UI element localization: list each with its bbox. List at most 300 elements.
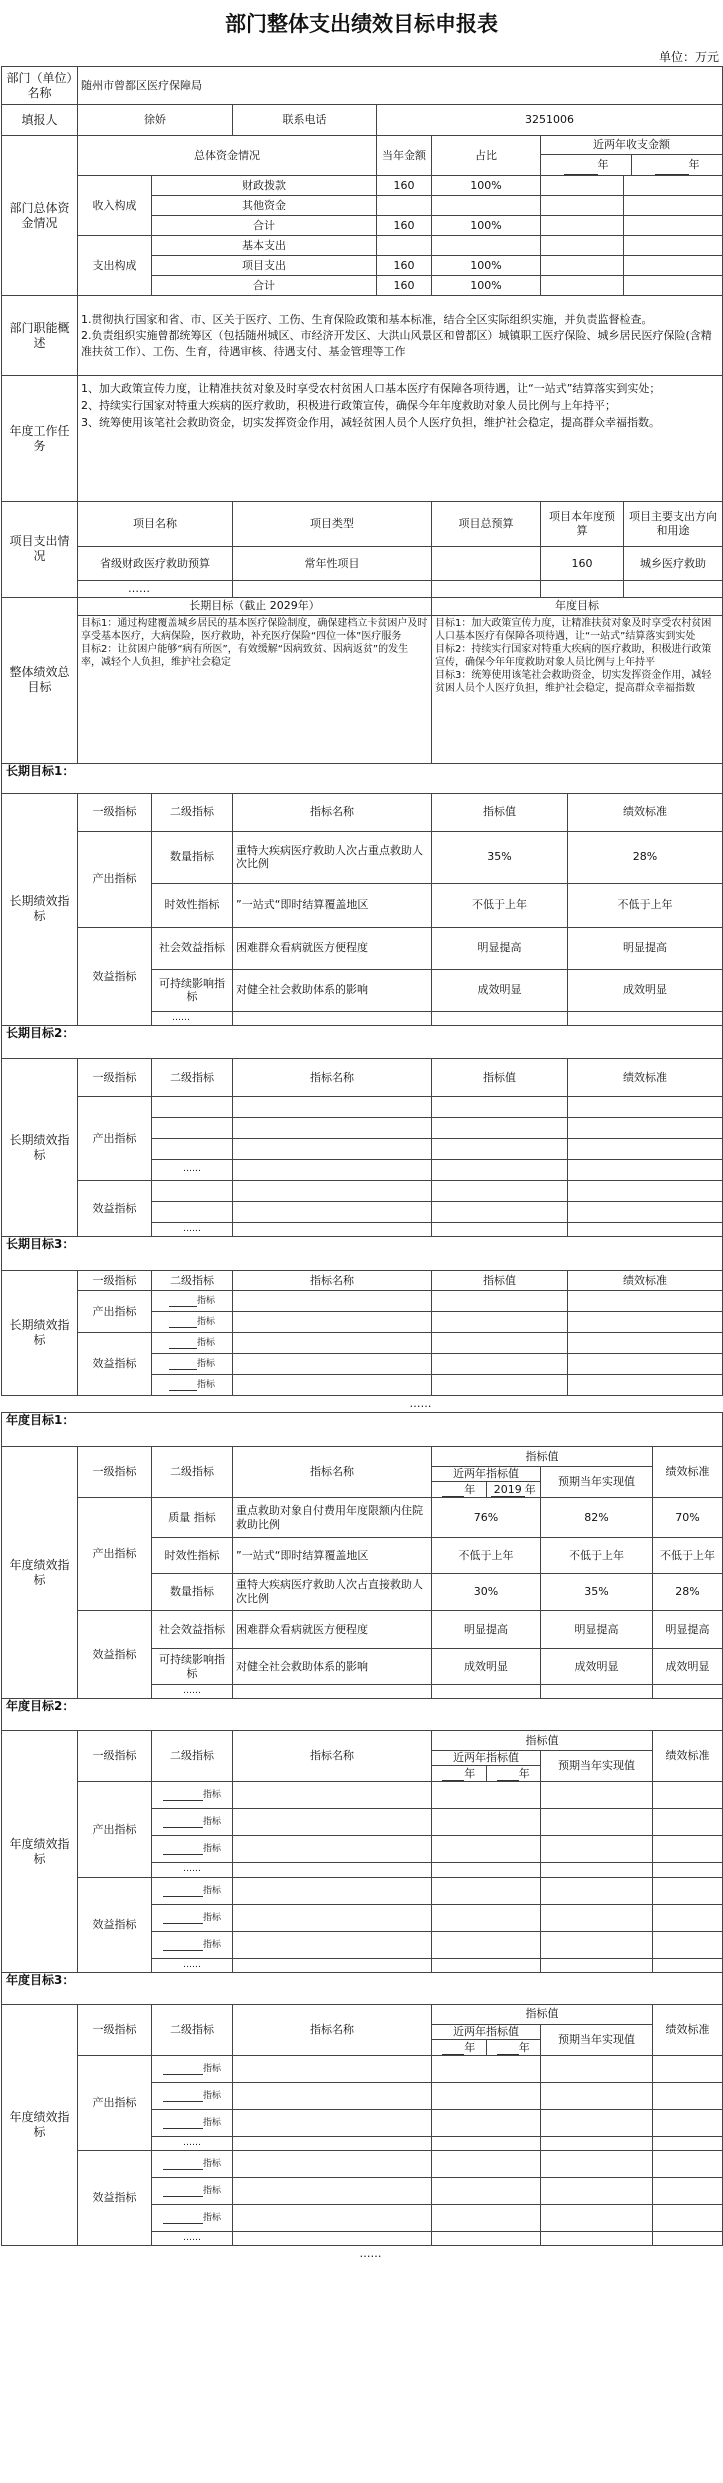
blank-indicator: 指标 <box>152 1904 233 1931</box>
head-name: 指标名称 <box>233 2004 432 2055</box>
funds-row-ratio <box>432 196 541 216</box>
year1-expect: 明显提高 <box>541 1611 653 1649</box>
blank-indicator: 指标 <box>152 1836 233 1863</box>
long-goal-2-title: 长期目标2： <box>2 1026 723 1059</box>
recent-title: 近两年收支金额 <box>541 136 722 155</box>
funds-row-ratio: 100% <box>432 276 541 296</box>
table-cell <box>432 1333 568 1354</box>
table-cell <box>432 581 541 598</box>
head-value: 指标值 <box>432 1059 568 1097</box>
table-cell <box>541 581 624 598</box>
table-cell <box>152 1139 233 1160</box>
table-cell <box>233 1782 432 1809</box>
year1-expect: 35% <box>541 1574 653 1611</box>
table-cell <box>541 2232 653 2246</box>
long1-l2: 数量指标 <box>152 831 233 883</box>
table-cell <box>541 1931 653 1958</box>
long1-std: 成效明显 <box>568 969 723 1011</box>
table-cell <box>568 1291 723 1312</box>
proj-more: …… <box>78 581 233 598</box>
table-cell <box>541 2178 653 2205</box>
table-cell <box>541 1958 653 1972</box>
dept-value: 随州市曾都区医疗保障局 <box>78 67 723 105</box>
table-cell <box>432 1312 568 1333</box>
phone-value: 3251006 <box>377 105 723 136</box>
proj-current: 160 <box>541 547 624 581</box>
funds-row-year2 <box>624 256 723 276</box>
table-cell <box>568 1202 723 1223</box>
table-cell <box>541 2136 653 2150</box>
head-l1: 一级指标 <box>78 1059 152 1097</box>
head-recent <box>432 2024 541 2055</box>
funds-row-ratio: 100% <box>432 216 541 236</box>
year1-l2: 时效性指标 <box>152 1538 233 1574</box>
table-cell <box>624 581 723 598</box>
output-label: 产出指标 <box>78 831 152 927</box>
head-value: 指标值 <box>432 1271 568 1291</box>
year1-recent: 不低于上年 <box>432 1538 541 1574</box>
expense-label: 支出构成 <box>78 236 152 296</box>
table-cell <box>653 2232 723 2246</box>
proj-head-current: 项目本年度预算 <box>541 502 624 547</box>
effect-label: 效益指标 <box>78 1333 152 1396</box>
head-recent <box>432 1467 541 1498</box>
year-goal-2-perf-label: 年度绩效指标 <box>2 1731 78 1973</box>
head-expect: 预期当年实现值 <box>541 1467 653 1498</box>
table-cell <box>653 1958 723 1972</box>
table-cell <box>233 1202 432 1223</box>
funds-row-amount <box>377 236 432 256</box>
long-head: 长期目标（截止 2029年） <box>78 597 432 615</box>
funds-section-label: 部门总体资金情况 <box>2 136 78 296</box>
year1-std: 成效明显 <box>653 1649 723 1685</box>
funds-row-year1 <box>541 256 624 276</box>
table-cell <box>541 2055 653 2082</box>
table-cell <box>233 1375 432 1396</box>
blank-indicator: 指标 <box>152 1931 233 1958</box>
table-cell <box>233 2136 432 2150</box>
output-label: 产出指标 <box>78 1097 152 1181</box>
long1-name: 困难群众看病就医方便程度 <box>233 927 432 969</box>
long1-l2: 社会效益指标 <box>152 927 233 969</box>
funds-row-label: 合计 <box>152 276 377 296</box>
table-cell <box>432 1181 568 1202</box>
blank-indicator: 指标 <box>152 1312 233 1333</box>
table-cell <box>653 2205 723 2232</box>
blank-indicator: 指标 <box>152 1877 233 1904</box>
table-cell <box>568 1011 723 1025</box>
blank-dots: …… <box>152 1863 233 1877</box>
year-goal-1-title: 年度目标1： <box>2 1413 723 1447</box>
table-cell <box>432 2136 541 2150</box>
table-cell <box>432 1904 541 1931</box>
head-name: 指标名称 <box>233 1731 432 1782</box>
funds-row-label: 其他资金 <box>152 196 377 216</box>
year1-name: 重点救助对象自付费用年度限额内住院救助比例 <box>233 1498 432 1538</box>
table-cell: …… <box>152 1223 233 1237</box>
recent-year-2: 年 <box>632 155 722 175</box>
funds-row-amount <box>377 196 432 216</box>
long3-perf-label: 长期绩效指标 <box>2 1271 78 1396</box>
table-cell <box>653 1904 723 1931</box>
head-l2: 二级指标 <box>152 1271 233 1291</box>
table-cell <box>568 1118 723 1139</box>
table-cell <box>432 2232 541 2246</box>
recent-year-a: 年 <box>432 1482 487 1497</box>
table-cell <box>541 1782 653 1809</box>
head-name: 指标名称 <box>233 793 432 831</box>
funds-row-year1 <box>541 216 624 236</box>
table-cell <box>233 2109 432 2136</box>
funds-row-label: 合计 <box>152 216 377 236</box>
head-standard: 绩效标准 <box>568 793 723 831</box>
blank-indicator: 指标 <box>152 1375 233 1396</box>
table-cell <box>233 2205 432 2232</box>
table-cell <box>568 1312 723 1333</box>
year1-recent: 成效明显 <box>432 1649 541 1685</box>
head-value: 指标值 <box>432 2004 653 2024</box>
table-cell <box>653 1809 723 1836</box>
proj-name: 省级财政医疗救助预算 <box>78 547 233 581</box>
year1-recent: 76% <box>432 1498 541 1538</box>
table-cell <box>653 1685 723 1699</box>
table-cell <box>653 2109 723 2136</box>
head-l2: 二级指标 <box>152 1447 233 1498</box>
blank-dots: …… <box>152 2136 233 2150</box>
table-cell <box>568 1160 723 1181</box>
funds-row-year1 <box>541 236 624 256</box>
table-cell <box>233 581 432 598</box>
funds-row-amount: 160 <box>377 256 432 276</box>
table-cell <box>432 1118 568 1139</box>
head-standard: 绩效标准 <box>653 1447 723 1498</box>
head-standard: 绩效标准 <box>568 1059 723 1097</box>
table-cell <box>432 1836 541 1863</box>
table-cell <box>432 2082 541 2109</box>
head-standard: 绩效标准 <box>653 1731 723 1782</box>
table-cell <box>541 2151 653 2178</box>
funds-row-year2 <box>624 196 723 216</box>
head-l2: 二级指标 <box>152 2004 233 2055</box>
proj-head-name: 项目名称 <box>78 502 233 547</box>
blank-indicator: 指标 <box>152 2109 233 2136</box>
table-cell <box>568 1223 723 1237</box>
table-cell <box>653 1877 723 1904</box>
head-l1: 一级指标 <box>78 1447 152 1498</box>
report-table <box>1 66 723 2262</box>
blank-dots: …… <box>152 2232 233 2246</box>
long1-l2: 时效性指标 <box>152 883 233 927</box>
table-cell <box>432 1354 568 1375</box>
table-cell <box>233 1160 432 1181</box>
funds-row-amount: 160 <box>377 176 432 196</box>
blank-indicator: 指标 <box>152 1354 233 1375</box>
head-l1: 一级指标 <box>78 793 152 831</box>
blank-indicator: 指标 <box>152 2205 233 2232</box>
year1-dots: …… <box>152 1685 233 1699</box>
year1-std: 28% <box>653 1574 723 1611</box>
proj-use: 城乡医疗救助 <box>624 547 723 581</box>
funds-row-amount: 160 <box>377 216 432 236</box>
table-cell <box>233 1333 432 1354</box>
recent-label: 近两年指标值 <box>432 1467 540 1482</box>
head-l1: 一级指标 <box>78 1731 152 1782</box>
effect-label: 效益指标 <box>78 1877 152 1972</box>
final-dots: …… <box>359 2247 382 2261</box>
head-l2: 二级指标 <box>152 1059 233 1097</box>
year1-expect: 不低于上年 <box>541 1538 653 1574</box>
head-expect: 预期当年实现值 <box>541 2024 653 2055</box>
long1-l2: 可持续影响指标 <box>152 969 233 1011</box>
blank-indicator: 指标 <box>152 1782 233 1809</box>
table-cell: …… <box>152 1160 233 1181</box>
table-cell <box>432 1931 541 1958</box>
table-cell <box>653 1863 723 1877</box>
table-cell <box>541 2205 653 2232</box>
funds-head-ratio: 占比 <box>432 136 541 176</box>
head-name: 指标名称 <box>233 1059 432 1097</box>
page-title: 部门整体支出绩效目标申报表 <box>225 12 498 36</box>
table-cell <box>152 1097 233 1118</box>
funds-row-year2 <box>624 236 723 256</box>
long1-value: 35% <box>432 831 568 883</box>
recent-year-a: 年 <box>432 1766 487 1781</box>
year1-name: ”一站式“即时结算覆盖地区 <box>233 1538 432 1574</box>
proj-head-type: 项目类型 <box>233 502 432 547</box>
table-cell <box>233 1118 432 1139</box>
table-cell <box>233 1685 432 1699</box>
table-cell <box>541 2082 653 2109</box>
table-cell <box>432 1685 541 1699</box>
table-cell <box>653 2151 723 2178</box>
table-cell <box>568 1139 723 1160</box>
recent-year-b: 年 <box>487 1766 541 1781</box>
proj-total <box>432 547 541 581</box>
table-cell <box>432 1877 541 1904</box>
blank-indicator: 指标 <box>152 1809 233 1836</box>
table-cell <box>152 1202 233 1223</box>
long1-value: 成效明显 <box>432 969 568 1011</box>
table-cell <box>233 1291 432 1312</box>
table-cell <box>541 1836 653 1863</box>
table-cell <box>432 1202 568 1223</box>
table-cell <box>541 1809 653 1836</box>
table-cell <box>653 2082 723 2109</box>
blank-indicator: 指标 <box>152 1291 233 1312</box>
funds-row-ratio: 100% <box>432 176 541 196</box>
year1-std: 明显提高 <box>653 1611 723 1649</box>
table-cell <box>541 1685 653 1699</box>
table-cell <box>233 1181 432 1202</box>
table-cell <box>432 2151 541 2178</box>
filler-name: 徐娇 <box>78 105 233 136</box>
recent-year-b: 年 <box>487 2040 541 2055</box>
table-cell <box>432 1809 541 1836</box>
blank-indicator: 指标 <box>152 2082 233 2109</box>
recent-year-b: 2019 年 <box>487 1482 541 1497</box>
year1-l2: 可持续影响指标 <box>152 1649 233 1685</box>
table-cell <box>233 1097 432 1118</box>
phone-label: 联系电话 <box>233 105 377 136</box>
table-cell <box>541 2109 653 2136</box>
table-cell <box>432 1097 568 1118</box>
table-cell <box>653 2136 723 2150</box>
table-cell <box>432 1011 568 1025</box>
table-cell <box>653 1782 723 1809</box>
year-head: 年度目标 <box>432 597 723 615</box>
duty-label: 部门职能概述 <box>2 296 78 376</box>
year1-expect: 成效明显 <box>541 1649 653 1685</box>
funds-row-label: 基本支出 <box>152 236 377 256</box>
year1-l2: 社会效益指标 <box>152 1611 233 1649</box>
table-cell <box>432 1958 541 1972</box>
year1-l2: 质量 指标 <box>152 1498 233 1538</box>
head-l1: 一级指标 <box>78 1271 152 1291</box>
year-goal-3-title: 年度目标3： <box>2 1972 723 2004</box>
long1-dots: …… <box>152 1011 233 1025</box>
output-label: 产出指标 <box>78 1498 152 1611</box>
table-cell <box>233 1354 432 1375</box>
head-l1: 一级指标 <box>78 2004 152 2055</box>
long1-value: 明显提高 <box>432 927 568 969</box>
table-cell <box>653 1836 723 1863</box>
filler-label: 填报人 <box>2 105 78 136</box>
effect-label: 效益指标 <box>78 927 152 1025</box>
proj-head-total: 项目总预算 <box>432 502 541 547</box>
long1-std: 28% <box>568 831 723 883</box>
long1-value: 不低于上年 <box>432 883 568 927</box>
recent-year-1: 年 <box>541 155 632 175</box>
table-cell <box>653 1931 723 1958</box>
funds-row-year1 <box>541 196 624 216</box>
unit-label: 单位：万元 <box>658 50 719 64</box>
table-cell <box>233 1312 432 1333</box>
funds-head-recent <box>541 136 723 176</box>
year1-name: 对健全社会救助体系的影响 <box>233 1649 432 1685</box>
funds-head-total: 总体资金情况 <box>78 136 377 176</box>
long-text: 目标1：通过构建覆盖城乡居民的基本医疗保险制度，确保建档立卡贫困户及时享受基本医疗，大病保险，医疗救助，补充医疗保险“四位一体”医疗服务 目标2：让贫困户能够“病有所医”，有效缓解“因病致贫、因病返贫”的发生率，减轻个人负担，维护社会稳定 <box>78 615 432 763</box>
dept-label: 部门（单位）名称 <box>2 67 78 105</box>
table-cell <box>233 1139 432 1160</box>
year1-std: 70% <box>653 1498 723 1538</box>
table-cell <box>233 1836 432 1863</box>
year-text: 目标1：加大政策宣传力度，让精准扶贫对象及时享受农村贫困人口基本医疗有保障各项待遇，让“一站式”结算落实到实处 目标2：持续实行国家对特重大疾病的医疗救助，积极进行政策宣传，确保今年年度救助对象人员比例与上年持平 目标3：统筹使用该笔社会救助资金，切实发挥资金作用，减轻贫困人员个人医疗负担，维护社会稳定，提高群众幸福指数 <box>432 615 723 763</box>
table-cell <box>432 1223 568 1237</box>
table-cell <box>233 2232 432 2246</box>
output-label: 产出指标 <box>78 1782 152 1877</box>
head-value: 指标值 <box>432 1731 653 1751</box>
blank-indicator: 指标 <box>152 2055 233 2082</box>
funds-head-current: 当年金额 <box>377 136 432 176</box>
long2-perf-label: 长期绩效指标 <box>2 1059 78 1237</box>
projects-label: 项目支出情况 <box>2 502 78 598</box>
table-cell <box>233 1809 432 1836</box>
table-cell <box>541 1863 653 1877</box>
output-label: 产出指标 <box>78 1291 152 1333</box>
table-cell <box>568 1333 723 1354</box>
blank-indicator: 指标 <box>152 1333 233 1354</box>
funds-row-year1 <box>541 176 624 196</box>
table-cell <box>568 1375 723 1396</box>
blank-indicator: 指标 <box>152 2178 233 2205</box>
recent-year-a: 年 <box>432 2040 487 2055</box>
effect-label: 效益指标 <box>78 1611 152 1699</box>
table-cell <box>541 1904 653 1931</box>
table-cell <box>432 1139 568 1160</box>
year1-name: 重特大疾病医疗救助人次占直接救助人次比例 <box>233 1574 432 1611</box>
funds-row-ratio: 100% <box>432 256 541 276</box>
long-goal-3-title: 长期目标3： <box>2 1237 723 1271</box>
proj-head-use: 项目主要支出方向和用途 <box>624 502 723 547</box>
table-cell <box>432 2205 541 2232</box>
table-cell <box>432 1160 568 1181</box>
table-cell <box>152 1118 233 1139</box>
blank-dots: …… <box>152 1958 233 1972</box>
effect-label: 效益指标 <box>78 2151 152 2246</box>
head-l2: 二级指标 <box>152 1731 233 1782</box>
table-cell <box>233 2151 432 2178</box>
tasks-label: 年度工作任务 <box>2 376 78 502</box>
table-cell <box>233 2082 432 2109</box>
long1-perf-label: 长期绩效指标 <box>2 793 78 1025</box>
head-value: 指标值 <box>432 793 568 831</box>
long3-dots: …… <box>2 1396 723 1413</box>
recent-label: 近两年指标值 <box>432 2025 540 2040</box>
table-cell <box>233 1958 432 1972</box>
head-name: 指标名称 <box>233 1271 432 1291</box>
table-cell <box>432 2055 541 2082</box>
table-cell <box>233 1011 432 1025</box>
year-goal-2-title: 年度目标2： <box>2 1699 723 1731</box>
funds-row-ratio <box>432 236 541 256</box>
table-cell <box>233 1863 432 1877</box>
duty-text: 1.贯彻执行国家和省、市、区关于医疗、工伤、生育保险政策和基本标准，结合全区实际组织实施，并负责监督检查。 2.负责组织实施曾都统筹区（包括随州城区、市经济开发区、大洪山风景区和曾都区）城镇职工医疗保险、城乡居民医疗保险(含精准扶贫工作）、工伤、生育，待遇审核、待遇支付、基金管理等工作 <box>78 296 723 376</box>
table-cell <box>432 2109 541 2136</box>
tasks-text: 1、加大政策宣传力度，让精准扶贫对象及时享受农村贫困人口基本医疗有保障各项待遇，让“一站式”结算落实到实处； 2、持续实行国家对特重大疾病的医疗救助，积极进行政策宣传，确保今年年度救助对象人员比例与上年持平； 3、统筹使用该笔社会救助资金，切实发挥资金作用，减轻贫困人员个人医疗负担，维护社会稳定，提高群众幸福指数。 <box>78 376 723 502</box>
year1-recent: 明显提高 <box>432 1611 541 1649</box>
table-cell <box>233 2178 432 2205</box>
table-cell <box>233 2055 432 2082</box>
table-cell <box>653 2055 723 2082</box>
head-standard: 绩效标准 <box>653 2004 723 2055</box>
table-cell <box>233 1223 432 1237</box>
year1-std: 不低于上年 <box>653 1538 723 1574</box>
funds-row-year2 <box>624 276 723 296</box>
table-cell <box>432 1782 541 1809</box>
funds-row-year2 <box>624 216 723 236</box>
head-standard: 绩效标准 <box>568 1271 723 1291</box>
funds-row-amount: 160 <box>377 276 432 296</box>
table-cell <box>653 2178 723 2205</box>
income-label: 收入构成 <box>78 176 152 236</box>
head-expect: 预期当年实现值 <box>541 1751 653 1782</box>
table-cell <box>432 2178 541 2205</box>
funds-row-label: 财政拨款 <box>152 176 377 196</box>
table-cell <box>568 1181 723 1202</box>
year1-expect: 82% <box>541 1498 653 1538</box>
table-cell <box>568 1354 723 1375</box>
funds-row-year2 <box>624 176 723 196</box>
table-cell <box>568 1097 723 1118</box>
head-recent <box>432 1751 541 1782</box>
long1-name: ”一站式“即时结算覆盖地区 <box>233 883 432 927</box>
long1-name: 对健全社会救助体系的影响 <box>233 969 432 1011</box>
long-goal-1-title: 长期目标1： <box>2 763 723 793</box>
blank-indicator: 指标 <box>152 2151 233 2178</box>
overall-label: 整体绩效总目标 <box>2 597 78 763</box>
funds-row-label: 项目支出 <box>152 256 377 276</box>
year-goal-3-perf-label: 年度绩效指标 <box>2 2004 78 2246</box>
